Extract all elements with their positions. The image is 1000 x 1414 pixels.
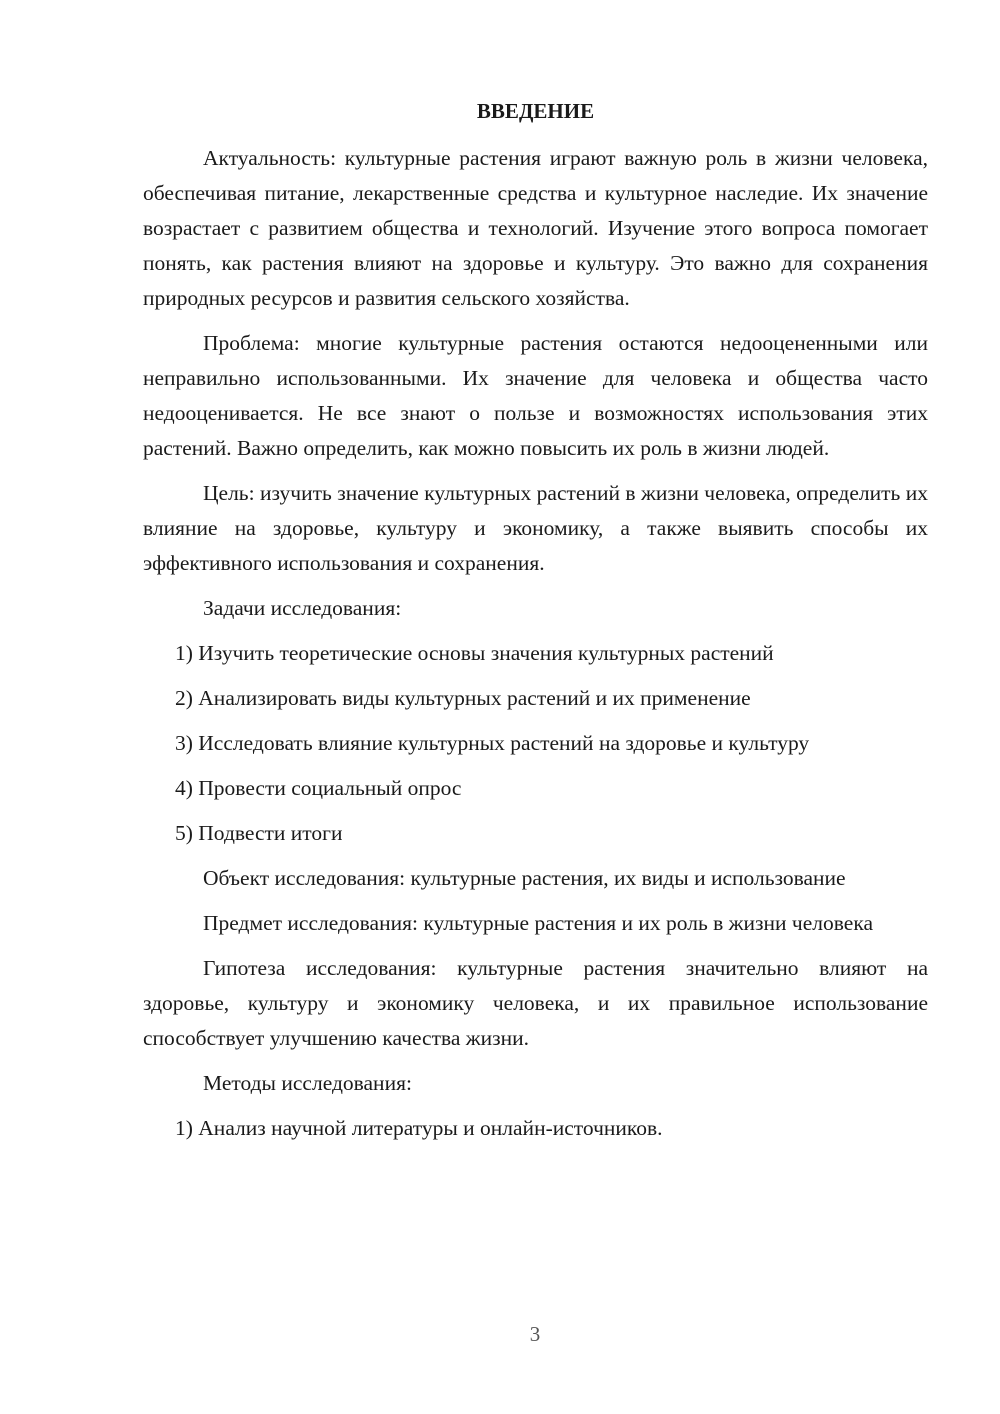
list-item: 2) Анализировать виды культурных растений и их применение bbox=[175, 686, 751, 710]
methods-label: Методы исследования: bbox=[203, 1071, 412, 1095]
list-item: 1) Изучить теоретические основы значения культурных растений bbox=[175, 641, 774, 665]
paragraph-hypothesis: Гипотеза исследования: культурные растения значительно влияют на здоровье, культуру и экономику человека, и их правильное использование способствует улучшению качества жизни. bbox=[143, 956, 928, 1050]
paragraph-subject: Предмет исследования: культурные растения и их роль в жизни человека bbox=[203, 911, 873, 935]
tasks-label: Задачи исследования: bbox=[203, 596, 402, 620]
paragraph-object: Объект исследования: культурные растения, их виды и использование bbox=[203, 866, 846, 890]
paragraph-problem: Проблема: многие культурные растения остаются недооцененными или неправильно использованными. Их значение для человека и общества часто недооценивается. Не все знают о пользе и возможностях использования этих растений. Важно определить, как можно повысить их роль в жизни людей. bbox=[143, 331, 928, 460]
tasks-list bbox=[143, 636, 928, 851]
document-page bbox=[143, 94, 928, 1156]
paragraph-goal: Цель: изучить значение культурных растений в жизни человека, определить их влияние на здоровье, культуру и экономику, а также выявить способы их эффективного использования и сохранения. bbox=[143, 481, 928, 575]
list-item: 1) Анализ научной литературы и онлайн-источников. bbox=[175, 1116, 663, 1140]
paragraph-relevance: Актуальность: культурные растения играют важную роль в жизни человека, обеспечивая питание, лекарственные средства и культурное наследие. Их значение возрастает с развитием общества и технологий. Изучение этого вопроса помогает понять, как растения влияют на здоровье и культуру. Это важно для сохранения природных ресурсов и развития сельского хозяйства. bbox=[143, 146, 928, 310]
list-item: 3) Исследовать влияние культурных растений на здоровье и культуру bbox=[175, 731, 810, 755]
list-item: 4) Провести социальный опрос bbox=[175, 776, 462, 800]
list-item: 5) Подвести итоги bbox=[175, 821, 343, 845]
page-title: ВВЕДЕНИЕ bbox=[476, 99, 595, 123]
methods-list bbox=[143, 1111, 928, 1146]
page-number: 3 bbox=[529, 1322, 541, 1346]
